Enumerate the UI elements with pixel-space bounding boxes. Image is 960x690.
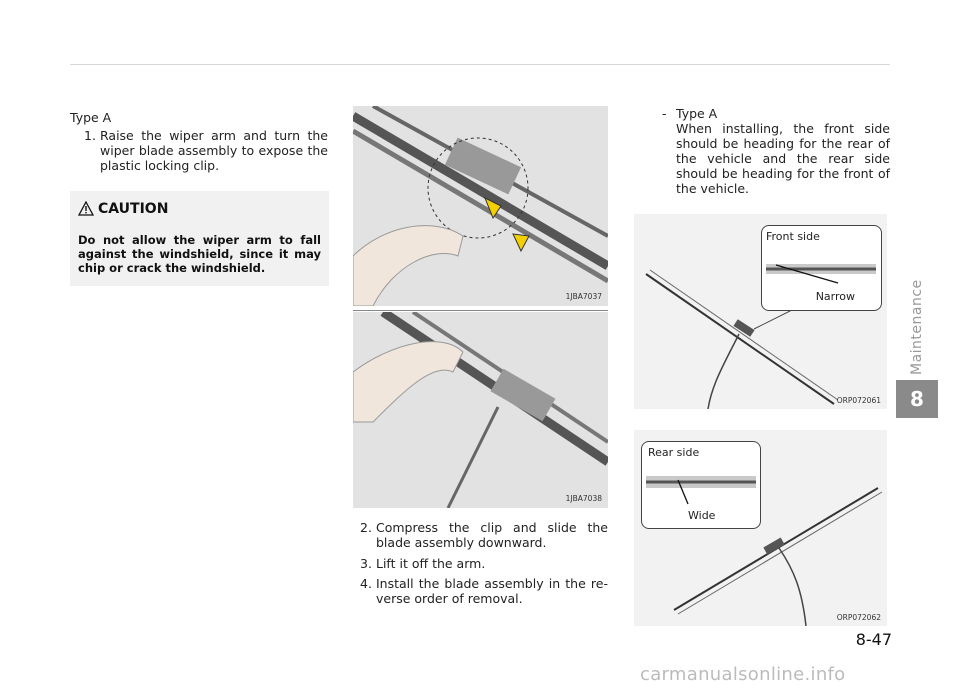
- section-label-text: Maintenance: [909, 279, 925, 375]
- figure-slide-photo: [353, 312, 608, 508]
- caution-box: [70, 191, 329, 286]
- figure-3-caption: ORP072061: [836, 396, 881, 405]
- figure-front-side: [634, 214, 887, 409]
- narrow-blade-detail: [766, 250, 876, 286]
- narrow-label: Narrow: [815, 290, 855, 303]
- figure-1-caption: 1JBA7037: [565, 292, 602, 301]
- step-1-number: 1.: [84, 128, 96, 143]
- front-side-label: Front side: [766, 230, 820, 243]
- step-2-text: Compress the clip and slide the blade assembly downward.: [376, 520, 608, 550]
- caution-body: Do not allow the wiper arm to fall against the windshield, since it may chip or crack the windshield.: [78, 233, 321, 275]
- chapter-tab[interactable]: 8: [896, 380, 938, 418]
- figure-2-caption: 1JBA7038: [565, 494, 602, 503]
- figure-rear-side: [634, 430, 887, 626]
- step-2-number: 2.: [360, 520, 372, 535]
- warning-triangle-icon: [78, 201, 94, 216]
- front-side-callout: [761, 225, 882, 311]
- type-a-heading: Type A: [70, 110, 112, 125]
- figure-clip-photo: [353, 106, 608, 306]
- caution-title: CAUTION: [98, 201, 169, 217]
- step-4-text: Install the blade assembly in the re-verse order of removal.: [376, 576, 608, 606]
- step-1-text: Raise the wiper arm and turn the wiper blade assembly to expose the plastic locking clip.: [100, 128, 328, 173]
- wiper-clip-illustration: [353, 106, 608, 306]
- wide-label: Wide: [688, 509, 716, 522]
- step-3-text: Lift it off the arm.: [376, 556, 486, 571]
- header-rule: [70, 64, 890, 65]
- rear-side-label: Rear side: [648, 446, 700, 459]
- section-sidebar-label: [900, 279, 930, 375]
- bullet-dash: -: [662, 106, 667, 121]
- wiper-slide-illustration: [353, 312, 608, 508]
- type-a-instructions: When installing, the front side should be heading for the rear of the vehicle and the rear side should be heading for the front of the vehicle.: [676, 121, 890, 196]
- figure-4-caption: ORP072062: [836, 613, 881, 622]
- rear-side-callout: [641, 441, 761, 529]
- step-3-number: 3.: [360, 556, 372, 571]
- figure-divider: [353, 310, 608, 311]
- right-type-a-heading: Type A: [676, 106, 718, 121]
- watermark: carmanualsonline.info: [640, 664, 846, 685]
- step-4-number: 4.: [360, 576, 372, 591]
- wide-blade-detail: [646, 466, 756, 506]
- page-number: 8-47: [855, 630, 892, 649]
